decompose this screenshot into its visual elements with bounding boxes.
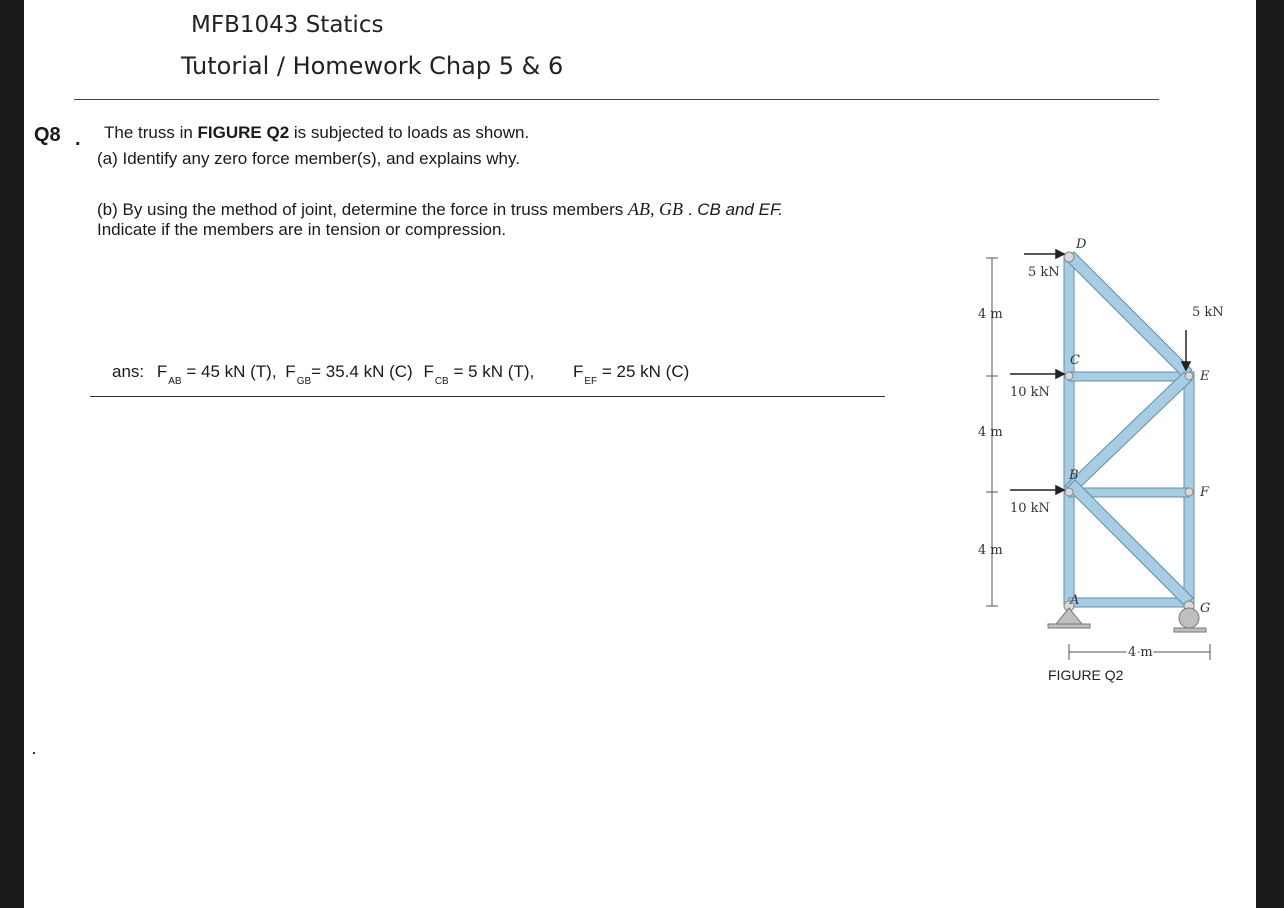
answer-subscript: GB: [296, 376, 312, 387]
member-bg: [1067, 480, 1193, 606]
truss-figure: [924, 230, 1244, 690]
intro-text-pre: The truss in: [104, 123, 198, 142]
roller-support-g: [1179, 608, 1199, 628]
joint-f: [1185, 488, 1193, 496]
answer-f-symbol: F: [423, 362, 434, 381]
tutorial-title: Tutorial / Homework Chap 5 & 6: [181, 52, 564, 80]
question-intro: [104, 123, 529, 143]
joint-d: [1064, 252, 1074, 262]
supports: [1048, 608, 1206, 632]
intro-figure-ref: FIGURE Q2: [197, 123, 290, 142]
answer-value: = 25 kN (C): [601, 362, 690, 381]
joint-label-c: C: [1070, 353, 1080, 368]
answer-underline: [90, 396, 885, 397]
dim-label-h2: 4 m: [978, 425, 1003, 440]
joint-label-a: A: [1070, 593, 1080, 608]
ground-g: [1174, 628, 1206, 632]
joint-b: [1065, 488, 1073, 496]
answer-item-cb: [423, 362, 535, 387]
joint-label-g: G: [1200, 601, 1211, 616]
document-page: [24, 0, 1256, 908]
question-part-a: (a) Identify any zero force member(s), and explains why.: [97, 149, 520, 168]
joint-c: [1065, 372, 1073, 380]
joint-e: [1185, 372, 1193, 380]
intro-text-post: is subjected to loads as shown.: [289, 123, 530, 142]
member-ce: [1069, 372, 1189, 381]
answer-line: [112, 362, 690, 387]
member-ad: [1064, 254, 1074, 606]
answer-subscript: AB: [168, 376, 182, 387]
joint-label-d: D: [1076, 237, 1087, 252]
part-b-text: (b) By using the method of joint, determine the force in truss members: [97, 200, 629, 219]
dim-label-h3: 4 m: [978, 543, 1003, 558]
answer-item-ef: [572, 362, 690, 387]
figure-caption: FIGURE Q2: [1048, 667, 1124, 683]
joint-label-b: B: [1069, 468, 1079, 483]
load-label-mid2: 10 kN: [1010, 501, 1050, 516]
truss-members: [1064, 252, 1194, 607]
answer-subscript: CB: [434, 376, 449, 387]
joint-label-e: E: [1200, 369, 1210, 384]
joint-label-f: F: [1200, 485, 1210, 500]
answer-f-symbol: F: [156, 362, 168, 381]
answer-f-symbol: F: [572, 362, 584, 381]
question-part-b-line2: Indicate if the members are in tension or compression.: [97, 220, 507, 239]
dim-label-width: 4 m: [1128, 645, 1153, 660]
load-label-right: 5 kN: [1192, 305, 1224, 320]
answer-subscript: EF: [584, 376, 598, 387]
header-divider: [74, 99, 1159, 100]
answer-item-gb: [285, 362, 413, 387]
part-b-separator: .: [683, 200, 698, 219]
member-de: [1066, 252, 1192, 378]
part-b-members-2: CB and EF.: [697, 200, 783, 219]
answer-value: = 5 kN (T),: [453, 362, 535, 381]
part-b-members: AB, GB: [628, 199, 684, 219]
member-ag: [1069, 598, 1189, 607]
course-title: MFB1043 Statics: [191, 12, 384, 38]
stray-mark: [33, 752, 35, 754]
ground-a: [1048, 624, 1090, 628]
question-number: Q8: [34, 124, 61, 146]
question-number-dot: .: [75, 128, 81, 150]
load-label-mid1: 10 kN: [1010, 385, 1050, 400]
answer-item-ab: [156, 362, 277, 387]
dim-label-h1: 4 m: [978, 307, 1003, 322]
answer-value: = 45 kN (T),: [186, 362, 277, 381]
question-part-b: [97, 199, 783, 220]
member-be: [1065, 372, 1192, 494]
load-label-top: 5 kN: [1028, 265, 1060, 280]
answer-value: = 35.4 kN (C): [311, 362, 413, 381]
answer-f-symbol: F: [285, 362, 296, 381]
answer-prefix: ans:: [112, 362, 145, 381]
pin-support-a: [1056, 608, 1082, 624]
